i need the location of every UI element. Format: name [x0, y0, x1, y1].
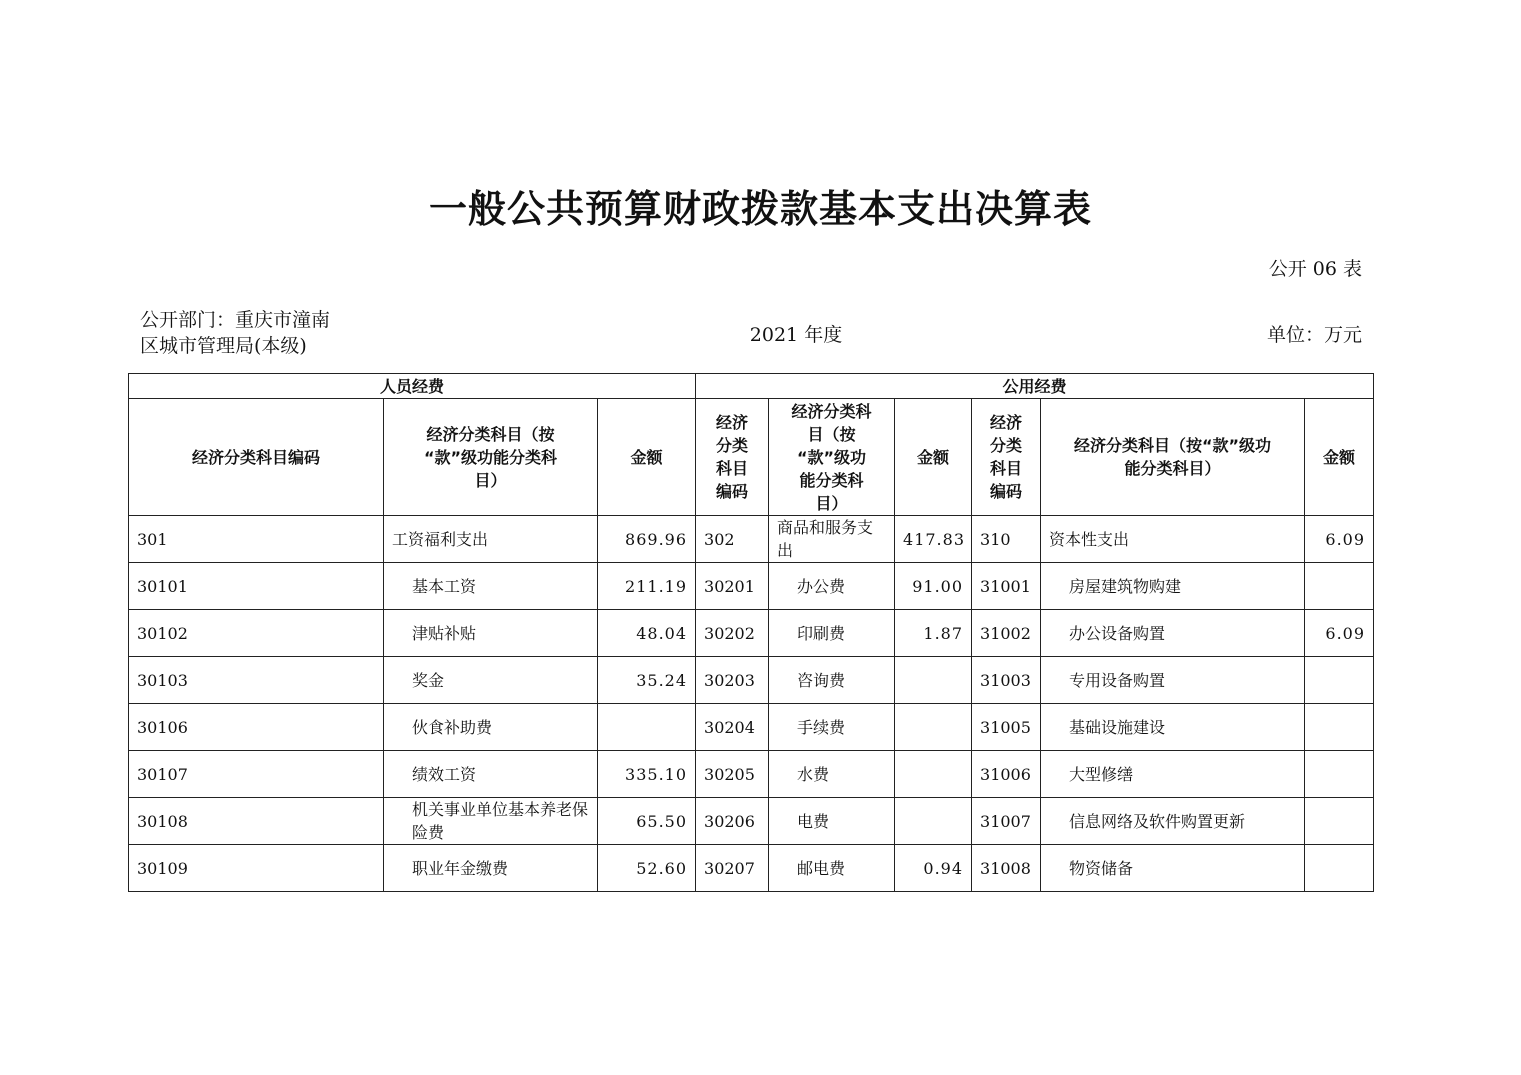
table-row: 30108 机关事业单位基本养老保险费 65.50 30206 电费 31007 信息网络及软件购置更新 [129, 798, 1374, 845]
table-row: 30103 奖金 35.24 30203 咨询费 31003 专用设备购置 [129, 657, 1374, 704]
table-row: 30101 基本工资 211.19 30201 办公费 91.00 31001 房屋建筑物购建 [129, 563, 1374, 610]
table-row: 30107 绩效工资 335.10 30205 水费 31006 大型修缮 [129, 751, 1374, 798]
header-amount: 金额 [598, 399, 696, 516]
header-name-right: 经济分类科目（按“款”级功 能分类科目） [1041, 399, 1305, 516]
unit-label: 单位：万元 [1266, 324, 1362, 346]
header-code-right: 经济 分类 科目 编码 [972, 399, 1041, 516]
header-code-mid: 经济 分类 科目 编码 [696, 399, 769, 516]
fiscal-year: 2021 年度 [749, 324, 843, 346]
header-code: 经济分类科目编码 [129, 399, 384, 516]
table-row: 30102 津贴补贴 48.04 30202 印刷费 1.87 31002 办公设备购置 6.09 [129, 610, 1374, 657]
table-row: 301 工资福利支出 869.96 302 商品和服务支出 417.83 310 资本性支出 6.09 [129, 516, 1374, 563]
table-row: 30109 职业年金缴费 52.60 30207 邮电费 0.94 31008 物资储备 [129, 845, 1374, 892]
department-line-1: 公开部门：重庆市潼南 [140, 309, 331, 331]
form-number: 公开 06 表 [1268, 258, 1362, 280]
header-name-mid: 经济分类科 目（按 “款”级功 能分类科 目） [769, 399, 895, 516]
group-personnel: 人员经费 [129, 374, 696, 399]
header-amount-mid: 金额 [895, 399, 972, 516]
table-row: 30106 伙食补助费 30204 手续费 31005 基础设施建设 [129, 704, 1374, 751]
group-public: 公用经费 [696, 374, 1374, 399]
header-amount-right: 金额 [1305, 399, 1374, 516]
department-line-2: 区城市管理局(本级) [140, 335, 307, 357]
page-title: 一般公共预算财政拨款基本支出决算表 [428, 187, 1092, 231]
expenditure-table [128, 373, 1374, 892]
header-name: 经济分类科目（按 “款”级功能分类科 目） [384, 399, 598, 516]
